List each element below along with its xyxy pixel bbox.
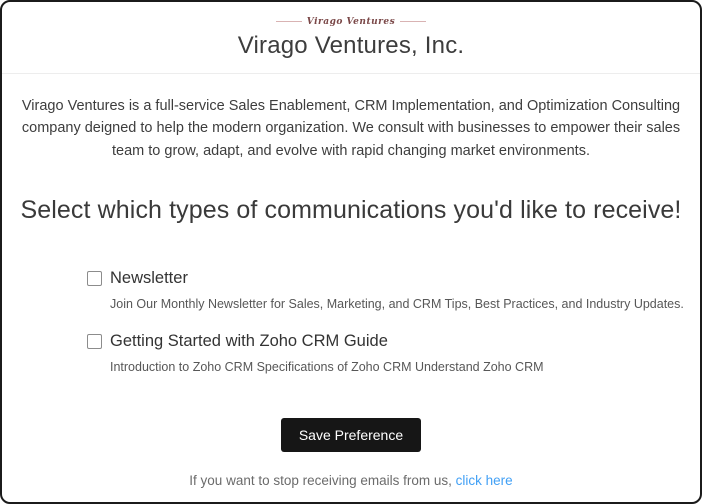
- zoho-guide-description: Introduction to Zoho CRM Specifications of Zoho CRM Understand Zoho CRM: [110, 360, 544, 375]
- newsletter-description: Join Our Monthly Newsletter for Sales, Marketing, and CRM Tips, Best Practices, and Industry Updates.: [110, 297, 684, 312]
- logo-flourish-right-icon: [400, 21, 426, 22]
- zoho-guide-checkbox[interactable]: [87, 334, 102, 349]
- page-title: Virago Ventures, Inc.: [237, 32, 465, 59]
- unsubscribe-link[interactable]: click here: [455, 473, 513, 489]
- company-description: Virago Ventures is a full-service Sales Enablement, CRM Implementation, and Optimization Consulting company deigned to help the modern organization. We consult with businesses to empower their sales team to grow, adapt, and evolve with rapid changing market environments.: [21, 98, 681, 159]
- preferences-heading: Select which types of communications you'd like to receive!: [20, 196, 682, 225]
- button-row: [2, 418, 700, 452]
- footer: [2, 473, 700, 488]
- preference-options: [87, 269, 700, 374]
- zoho-guide-label[interactable]: Getting Started with Zoho CRM Guide: [110, 332, 388, 351]
- option-zoho-guide: [87, 332, 700, 374]
- newsletter-label[interactable]: Newsletter: [110, 269, 188, 288]
- newsletter-checkbox[interactable]: [87, 271, 102, 286]
- brand-logo: [276, 17, 426, 27]
- option-newsletter: [87, 269, 700, 311]
- header-divider: [2, 73, 700, 74]
- save-preference-button[interactable]: Save Preference: [281, 418, 421, 452]
- logo-flourish-left-icon: [276, 21, 302, 22]
- header: [2, 2, 700, 60]
- logo-text: Virago Ventures: [306, 16, 396, 27]
- unsubscribe-text: If you want to stop receiving emails from us,: [189, 473, 456, 489]
